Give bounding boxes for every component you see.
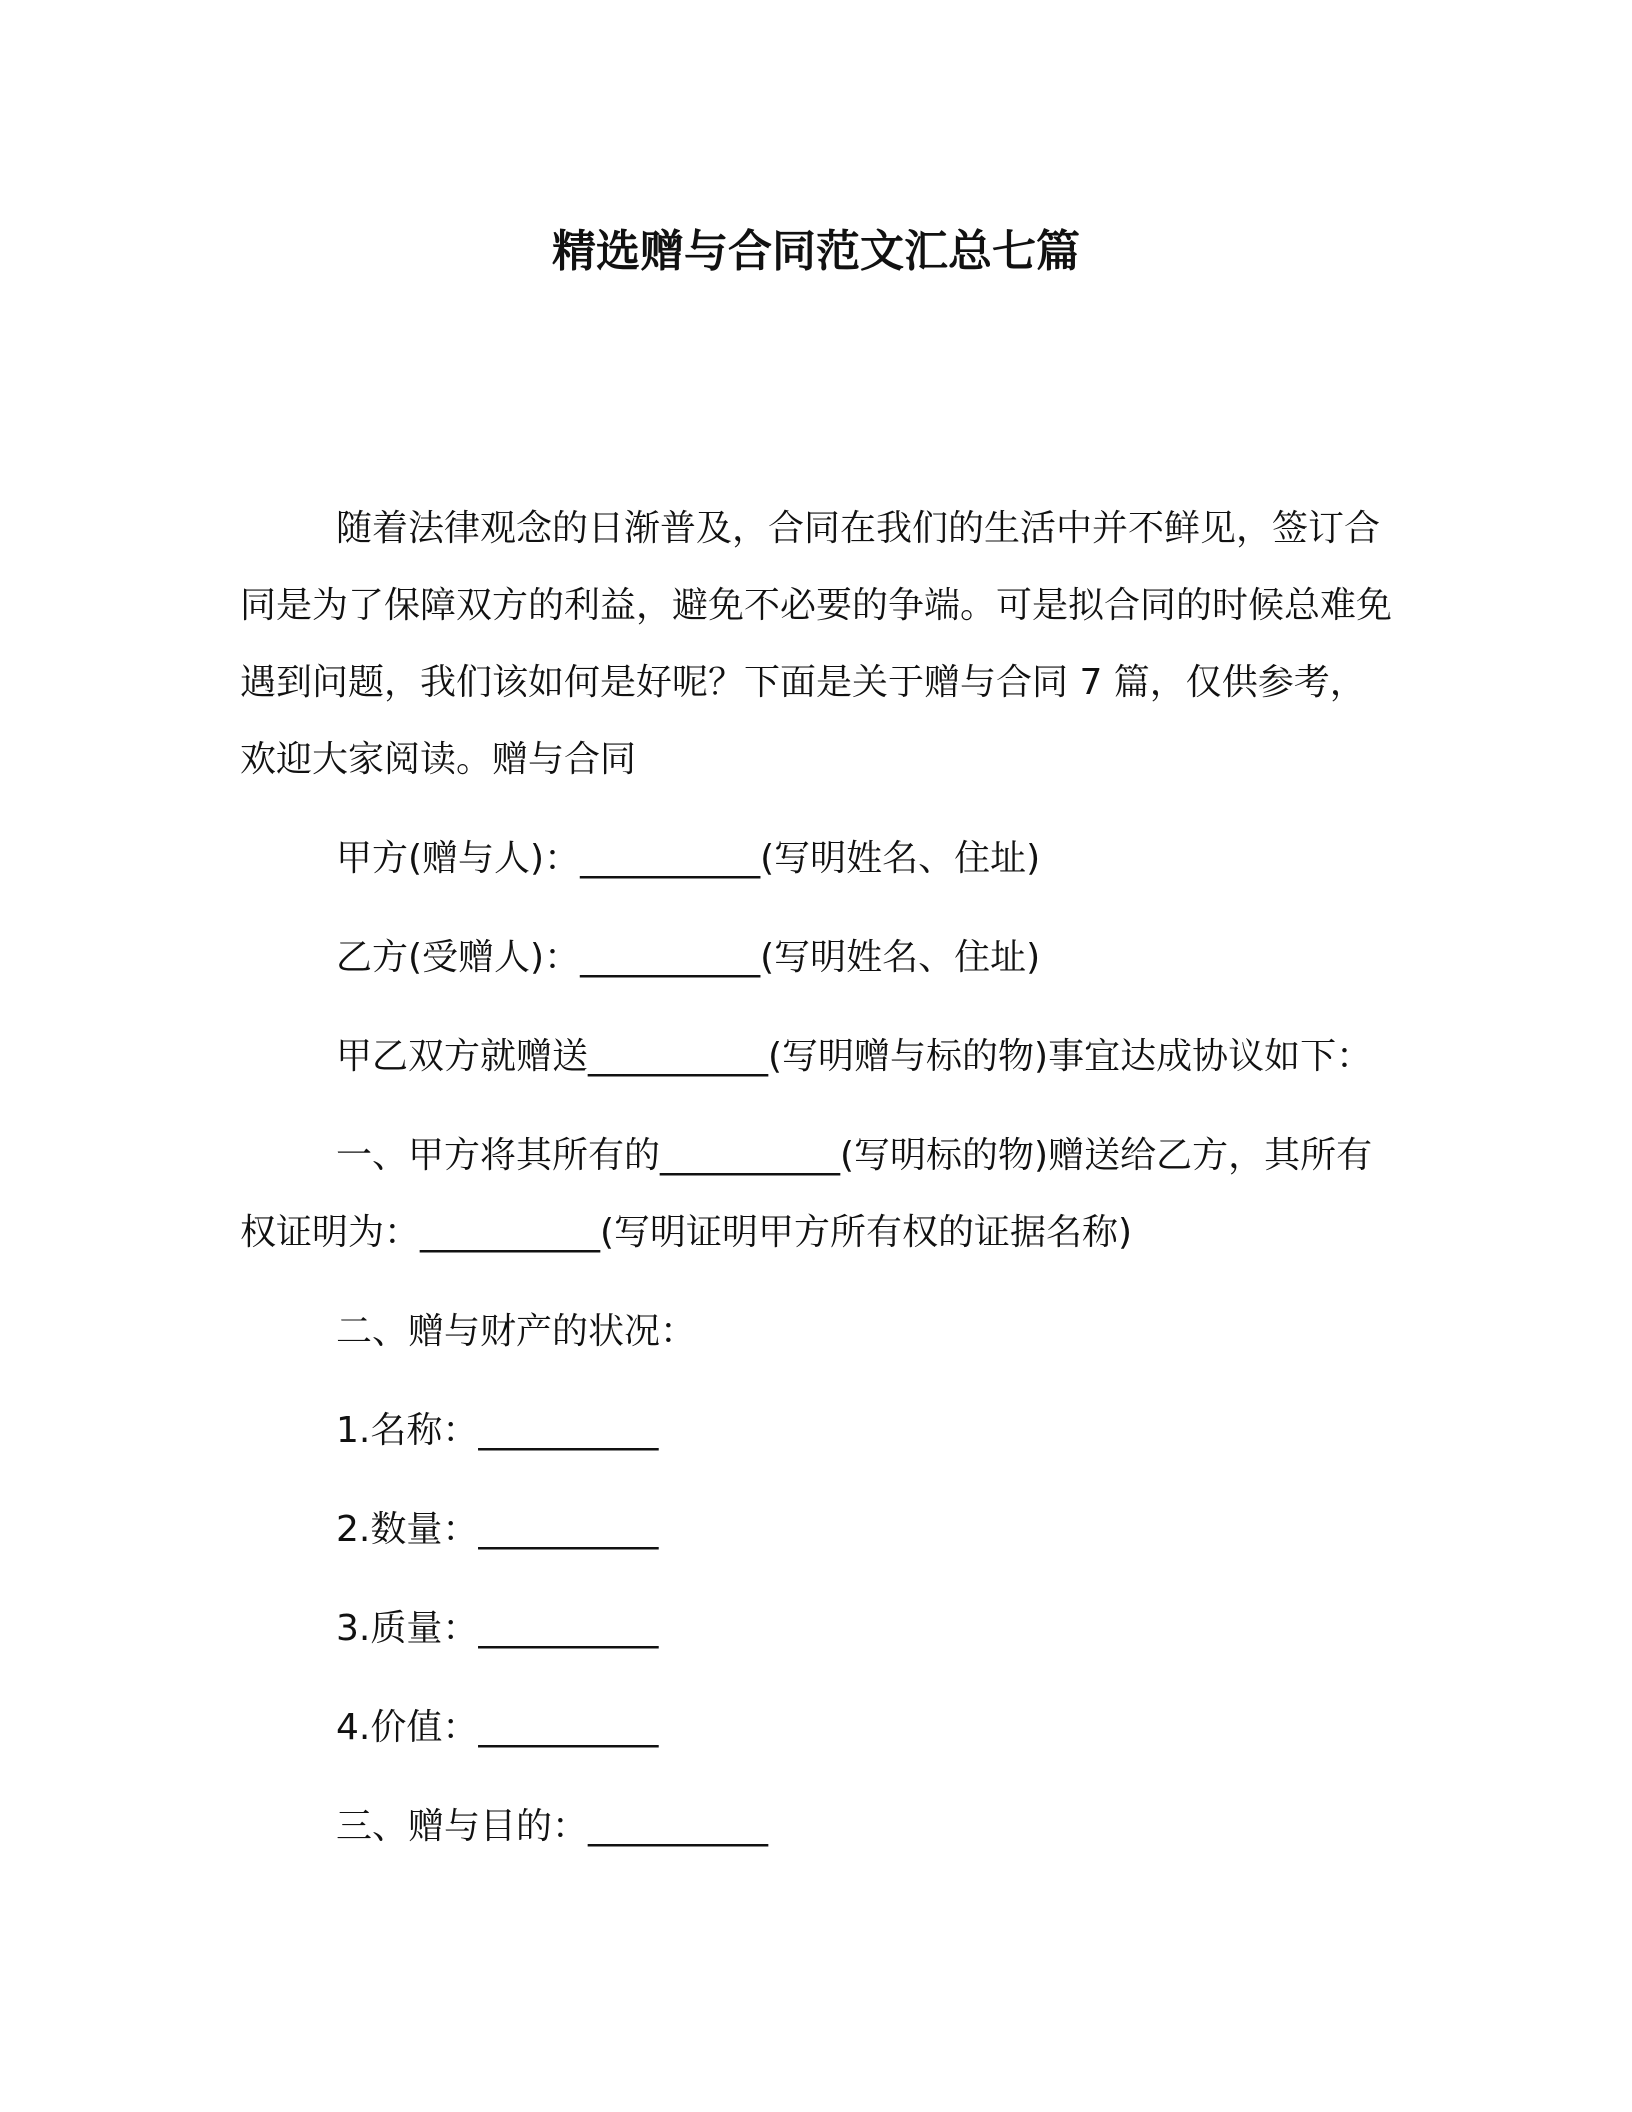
party-a-line: 甲方(赠与人)：__________(写明姓名、住址) — [336, 838, 1041, 879]
clause-three-line: 三、赠与目的：__________ — [336, 1806, 769, 1847]
clause-two-heading: 二、赠与财产的状况： — [336, 1311, 697, 1352]
item-quantity-line: 2.数量：__________ — [336, 1509, 659, 1550]
party-b-line: 乙方(受赠人)：__________(写明姓名、住址) — [336, 937, 1041, 978]
intro-paragraph: 随着法律观念的日渐普及，合同在我们的生活中并不鲜见，签订合同是为了保障双方的利益，避免不必要的争端。可是拟合同的时候总难免遇到问题，我们该如何是好呢？下面是关于赠与合同 7 篇，仅供参考，欢迎大家阅读。赠与合同 — [240, 508, 1393, 780]
clause-one: 一、甲方将其所有的__________(写明标的物)赠送给乙方，其所有权证明为：__________(写明证明甲方所有权的证据名称) — [240, 1135, 1373, 1253]
item-quality-line: 3.质量：__________ — [336, 1608, 659, 1649]
agreement-line: 甲乙双方就赠送__________(写明赠与标的物)事宜达成协议如下： — [336, 1036, 1373, 1077]
item-value-line: 4.价值：__________ — [336, 1707, 659, 1748]
document-body — [240, 490, 1392, 1865]
document-title: 精选赠与合同范文汇总七篇 — [552, 226, 1080, 277]
item-name-line: 1.名称：__________ — [336, 1410, 659, 1451]
